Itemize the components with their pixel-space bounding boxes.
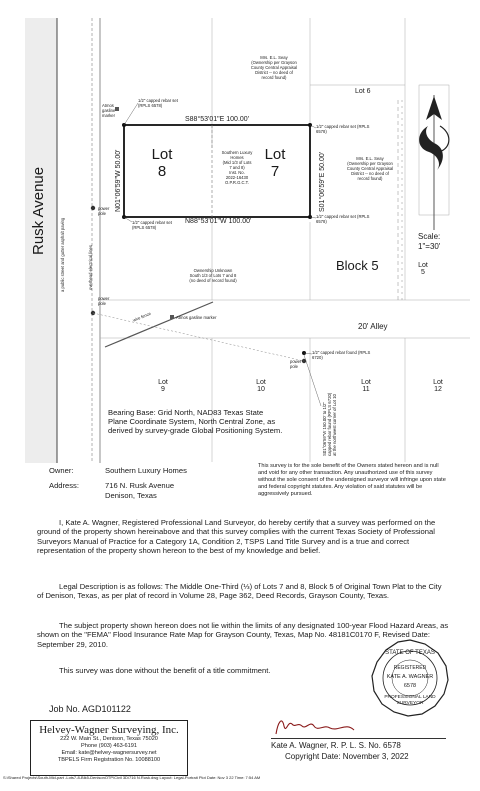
- rebar-found-label: 1/2" capped rebar found (RPLS 6720): [312, 350, 371, 360]
- lot8-label: Lot 8: [151, 146, 173, 180]
- seal-top: STATE OF TEXAS: [385, 650, 435, 656]
- firm-registration: TBPELS Firm Registration No. 10088100: [57, 757, 161, 763]
- bearing-basis-note: Bearing Base: Grid North, NAD83 Texas State Plane Coordinate System, North Central Zone, as derived by survey-grade Global Positioning System.: [108, 408, 283, 436]
- fence-lines: [398, 100, 402, 300]
- lot-11-label: Lot 11: [361, 379, 371, 393]
- copyright-date: Copyright Date: November 3, 2022: [285, 752, 409, 761]
- firm-phone: Phone (903) 463-6191: [81, 743, 137, 749]
- bearing-call-note: S01°06'59"W 150.00' to 1/2" capped rebar found (RPLS 6720) at the northwest corner of Lot 10: [322, 392, 337, 456]
- rebar-se-label: 1/2" capped rebar set (RPLS 6578): [316, 214, 370, 224]
- wire-fence-line: [105, 302, 213, 347]
- certification-p2: Legal Description is as follows: The Middle One-Third (⅓) of Lots 7 and 8, Block 5 of Original Town Plat to the City of Denison, Texas, as per plat of record in Volume 28, Page 362, Deed Records, Grayson County, Texas.: [37, 582, 442, 601]
- firm-email: Email: kate@helvey-wagnersurvey.net: [61, 750, 157, 756]
- gas-marker-mid-label: Atmos gasline marker: [176, 315, 217, 320]
- certification-p1: I, Kate A. Wagner, Registered Professional Land Surveyor, do hereby certify that a survey was performed on the ground of the property shown hereinabove and that this survey complies with the current Texas Society of Professional Surveyors Manual of Practice for a Category 1A, Condition 2, TSPS Land Title Survey and is a true and correct representation of the property shown hereon to the best of my knowledge and belief.: [37, 518, 436, 556]
- job-number: Job No. AGD101122: [49, 704, 131, 714]
- lot-10-label: Lot 10: [256, 379, 266, 393]
- wire-fence-label: wire fence: [132, 310, 152, 323]
- gas-marker-label: Atmos gasline marker: [102, 103, 116, 118]
- street-note: a public street and gutter asphalt paving: [60, 217, 65, 292]
- street-name: Rusk Avenue: [30, 166, 47, 255]
- lot-5-label: Lot 5: [418, 262, 428, 276]
- address-label: Address:: [49, 481, 79, 490]
- address-line1: 716 N. Rusk Avenue: [105, 481, 175, 490]
- seal-registered: REGISTERED: [393, 665, 427, 671]
- file-path: S:\Shared Projects\South-Mid-part -Lots7-8-Blk5-DenisonOTP\Civil 3D\716 N.Rusk.dwg Layout: Legal-Portrait Plot Date: Nov 3 22 Time: 7:54 AM: [3, 775, 261, 780]
- power-pole-label-2: power pole: [98, 296, 110, 306]
- lot-9-label: Lot 9: [158, 379, 168, 393]
- owner-note: Southern Luxury Homes (Mid 1/3 of Lots 7 and 8) Inst. No. 2022-16430 O.P.R.G.C.T.: [221, 150, 253, 185]
- lot-12-label: Lot 12: [433, 379, 443, 393]
- west-call: N01°06'59"W 50.00': [115, 149, 122, 212]
- rebar-ne-label: 1/2" capped rebar set (RPLS 6578): [316, 124, 370, 134]
- lot-lines: [100, 18, 470, 462]
- north-call: S88°53'01"E 100.00': [185, 116, 250, 123]
- guy-wire: [93, 310, 304, 361]
- alley-label: 20' Alley: [358, 322, 388, 331]
- east-owner-note: Mrs. E.L. Seay (Ownership per Grayson County Central Appraisal District -- no deed of record found): [346, 156, 394, 181]
- firm-name: Helvey-Wagner Surveying, Inc.: [39, 724, 179, 736]
- overhead-lines-label: overhead electrical lines: [88, 245, 93, 290]
- firm-block: [30, 720, 188, 776]
- south-owner-note: Ownership Unknown South 1/3 of Lots 7 and 8 (no deed of record found): [189, 268, 237, 283]
- owner-value: Southern Luxury Homes: [105, 466, 187, 475]
- power-pole-label-1: power pole: [98, 206, 110, 216]
- north-owner-note: Mrs. E.L. Seay (Ownership per Grayson County Central Appraisal District -- no deed of record found): [250, 55, 298, 80]
- certification-p4: This survey was done without the benefit of a title commitment.: [59, 666, 271, 675]
- certification-p3: The subject property shown hereon does not lie within the limits of any designated 100-year Flood Hazard Areas, as shown on the "FEMA" Flood Insurance Rate Map for Grayson County, Texas, Map No. 48181C0170 F, Revised Date: September 29, 2010.: [37, 621, 449, 649]
- seal-name: KATE A. WAGNER: [386, 674, 434, 680]
- south-call: N88°53'01"W 100.00': [185, 218, 252, 225]
- rebar-sw-label: 1/2" capped rebar set (RPLS 6578): [132, 220, 172, 230]
- disclaimer: This survey is for the sole benefit of the Owners stated hereon and is null and void for any other transaction. Any unauthorized use of this survey without the sole consent of the undersigned surveyor will infringe upon state and federal copyright statutes. Any violation of said statutes will be aggressively pursued.: [258, 463, 446, 497]
- scale-label: Scale: 1"=30': [418, 232, 441, 251]
- owner-label: Owner:: [49, 466, 74, 475]
- seal-bottom: PROFESSIONAL LAND SURVEYOR: [384, 695, 436, 706]
- seal-number: 6578: [403, 683, 417, 689]
- power-pole-1: [91, 206, 95, 210]
- block-label: Block 5: [336, 258, 379, 273]
- north-arrow-icon: [419, 85, 449, 230]
- surveyor-seal: [370, 638, 450, 718]
- east-call: S01°06'59"E 50.00': [319, 151, 326, 212]
- power-pole-label-3: power pole: [290, 359, 302, 369]
- lot-6-label: Lot 6: [355, 88, 371, 95]
- rebar-nw-label: 1/2" capped rebar set (RPLS 6578): [138, 98, 178, 108]
- lot7-label: Lot 7: [264, 146, 286, 180]
- signature-line: [271, 738, 446, 739]
- firm-address: 222 W. Main St., Denison, Texas 75020: [60, 736, 158, 742]
- address-line2: Denison, Texas: [105, 491, 157, 500]
- surveyor-line: Kate A. Wagner, R. P. L. S. No. 6578: [271, 741, 401, 750]
